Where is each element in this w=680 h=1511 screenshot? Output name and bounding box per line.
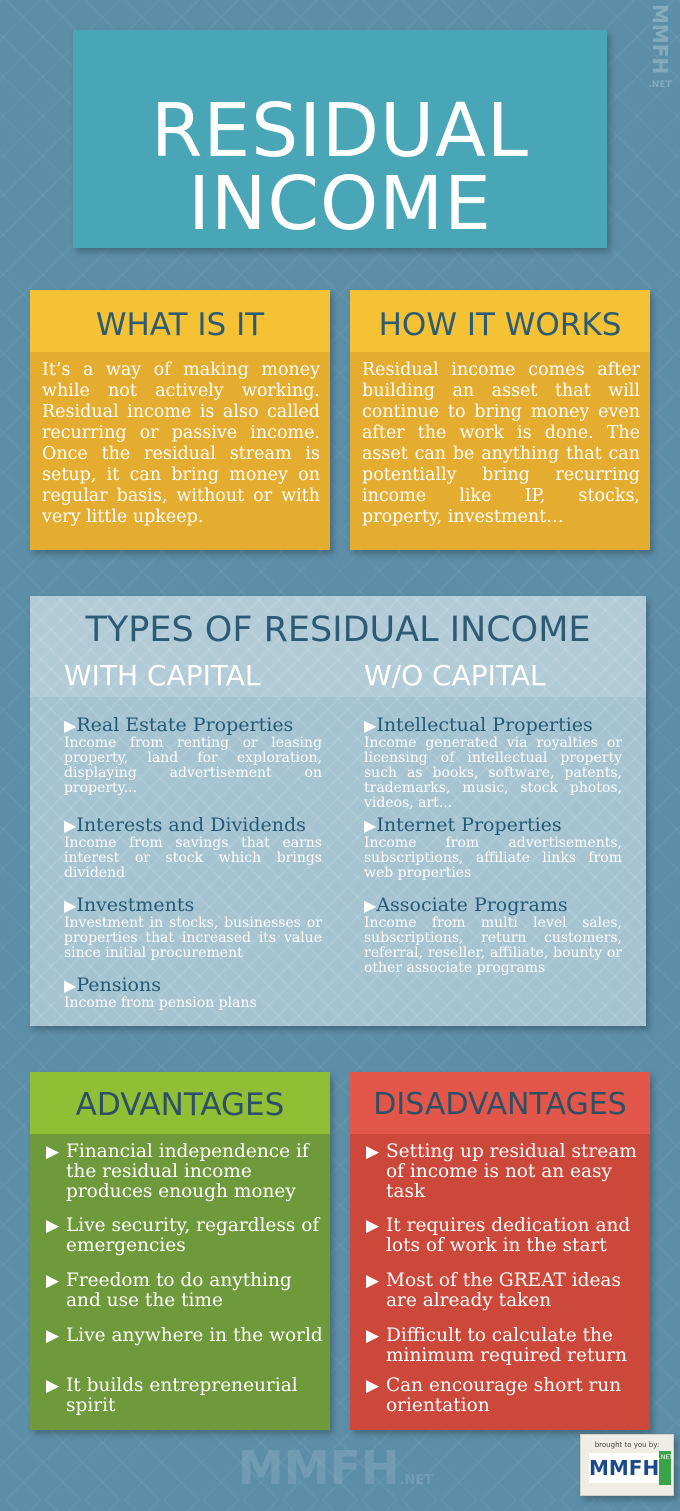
- bottom-watermark: [238, 1438, 438, 1498]
- type-item-name-row: [64, 715, 322, 736]
- list-item: [46, 1326, 324, 1346]
- disadvantages-heading: DISADVANTAGES: [350, 1072, 650, 1134]
- list-item-text: Live security, regardless of emergencies: [66, 1215, 320, 1256]
- type-item-desc: Investment in stocks, businesses or properties that increased its value since initial procurement: [64, 915, 322, 961]
- arrow-right-icon: ▶: [46, 1142, 60, 1162]
- arrow-right-icon: ▶: [366, 1216, 380, 1236]
- badge-suffix: .NET: [659, 1451, 671, 1485]
- arrow-right-icon: ▶: [366, 1271, 380, 1291]
- type-item: [64, 715, 322, 796]
- arrow-right-icon: ▶: [46, 1326, 60, 1346]
- list-item: [46, 1216, 324, 1256]
- disadvantages-card: [350, 1072, 650, 1430]
- list-item-text: Financial independence if the residual income produces enough money: [66, 1141, 309, 1202]
- arrow-right-icon: ▶: [64, 896, 77, 915]
- what-is-it-card: [30, 290, 330, 550]
- side-watermark-suffix: .NET: [648, 80, 672, 91]
- arrow-right-icon: ▶: [366, 1376, 380, 1396]
- list-item: [46, 1376, 324, 1416]
- title-line-1: RESIDUAL: [151, 88, 529, 174]
- type-item-name: Associate Programs: [376, 894, 568, 916]
- type-item-name: Interests and Dividends: [76, 814, 306, 836]
- how-it-works-body: Residual income comes after building an asset that will continue to bring money even after the work is done. The asset can be anything that can potentially bring recurring income like IP, stocks, property, investment…: [362, 360, 640, 527]
- list-item-text: Setting up residual stream of income is not an easy task: [386, 1141, 637, 1202]
- type-item-desc: Income from advertisements, subscriptions, affiliate links from web properties: [364, 835, 622, 881]
- list-item-text: It builds entrepreneurial spirit: [66, 1375, 298, 1416]
- how-it-works-card: [350, 290, 650, 550]
- side-watermark: [640, 4, 680, 124]
- bottom-watermark-suffix: .NET: [399, 1473, 434, 1488]
- type-item-name-row: [364, 895, 622, 916]
- type-item-name-row: [64, 975, 322, 996]
- list-item-text: Can encourage short run orientation: [386, 1375, 622, 1416]
- type-item-desc: Income from pension plans: [64, 995, 257, 1011]
- title-banner: [73, 30, 607, 248]
- type-item-name: Pensions: [76, 974, 161, 996]
- list-item-text: Live anywhere in the world: [66, 1325, 323, 1346]
- with-capital-heading: WITH CAPITAL: [64, 659, 261, 692]
- how-it-works-heading: HOW IT WORKS: [350, 290, 650, 352]
- types-panel: [30, 596, 646, 1026]
- list-item-text: Most of the GREAT ideas are already taken: [386, 1270, 621, 1311]
- type-item-name: Internet Properties: [376, 814, 562, 836]
- advantages-heading: ADVANTAGES: [30, 1072, 330, 1134]
- type-item-desc: Income from renting or leasing property, land for exploration, displaying advertisement on property...: [64, 735, 322, 796]
- list-item-text: Freedom to do anything and use the time: [66, 1270, 292, 1311]
- type-item: [64, 895, 322, 961]
- type-item: [64, 815, 322, 881]
- type-item-name-row: [364, 715, 622, 736]
- type-item-desc: Income from multi level sales, subscriptions, return customers, referral, reseller, affiliate, bounty or other associate programs: [364, 915, 622, 976]
- title-line-2: INCOME: [188, 161, 492, 247]
- types-heading: TYPES OF RESIDUAL INCOME: [85, 610, 591, 650]
- type-item: [364, 715, 622, 811]
- bottom-watermark-brand: MMFH: [238, 1441, 400, 1495]
- type-item-name-row: [64, 895, 322, 916]
- advantages-card: [30, 1072, 330, 1430]
- type-item-name: Intellectual Properties: [376, 714, 593, 736]
- arrow-right-icon: ▶: [46, 1216, 60, 1236]
- list-item-text: Difficult to calculate the minimum required return: [386, 1325, 628, 1366]
- badge-logo: MMFH: [589, 1453, 659, 1483]
- list-item: [366, 1271, 644, 1311]
- type-item: [364, 895, 622, 976]
- sponsor-badge[interactable]: [580, 1434, 674, 1496]
- type-item-name: Investments: [76, 894, 195, 916]
- arrow-right-icon: ▶: [364, 716, 377, 735]
- list-item: [366, 1216, 644, 1256]
- what-is-it-body: It’s a way of making money while not actively working. Residual income is also called recurring or passive income. Once the residual stream is setup, it can bring money on regular basis, without or with very little upkeep.: [42, 360, 320, 527]
- arrow-right-icon: ▶: [64, 816, 77, 835]
- without-capital-heading: W/O CAPITAL: [364, 659, 546, 692]
- arrow-right-icon: ▶: [366, 1142, 380, 1162]
- arrow-right-icon: ▶: [46, 1271, 60, 1291]
- arrow-right-icon: ▶: [64, 716, 77, 735]
- arrow-right-icon: ▶: [364, 896, 377, 915]
- arrow-right-icon: ▶: [46, 1376, 60, 1396]
- arrow-right-icon: ▶: [64, 976, 77, 995]
- type-item-desc: Income generated via royalties or licensing of intellectual property such as books, software, patents, trademarks, music, stock photos, videos, art...: [364, 735, 622, 811]
- type-item-name-row: [64, 815, 322, 836]
- type-item: [64, 975, 322, 1011]
- list-item: [46, 1142, 324, 1202]
- arrow-right-icon: ▶: [364, 816, 377, 835]
- arrow-right-icon: ▶: [366, 1326, 380, 1346]
- type-item-name-row: [364, 815, 622, 836]
- list-item: [366, 1376, 644, 1416]
- type-item: [364, 815, 622, 881]
- what-is-it-heading: WHAT IS IT: [30, 290, 330, 352]
- type-item-desc: Income from savings that earns interest or stock which brings dividend: [64, 835, 322, 881]
- type-item-name: Real Estate Properties: [76, 714, 294, 736]
- list-item: [366, 1326, 644, 1366]
- list-item: [46, 1271, 324, 1311]
- list-item-text: It requires dedication and lots of work in the start: [386, 1215, 631, 1256]
- list-item: [366, 1142, 644, 1202]
- side-watermark-brand: MMFH: [648, 4, 672, 75]
- badge-caption: brought to you by:: [594, 1441, 660, 1449]
